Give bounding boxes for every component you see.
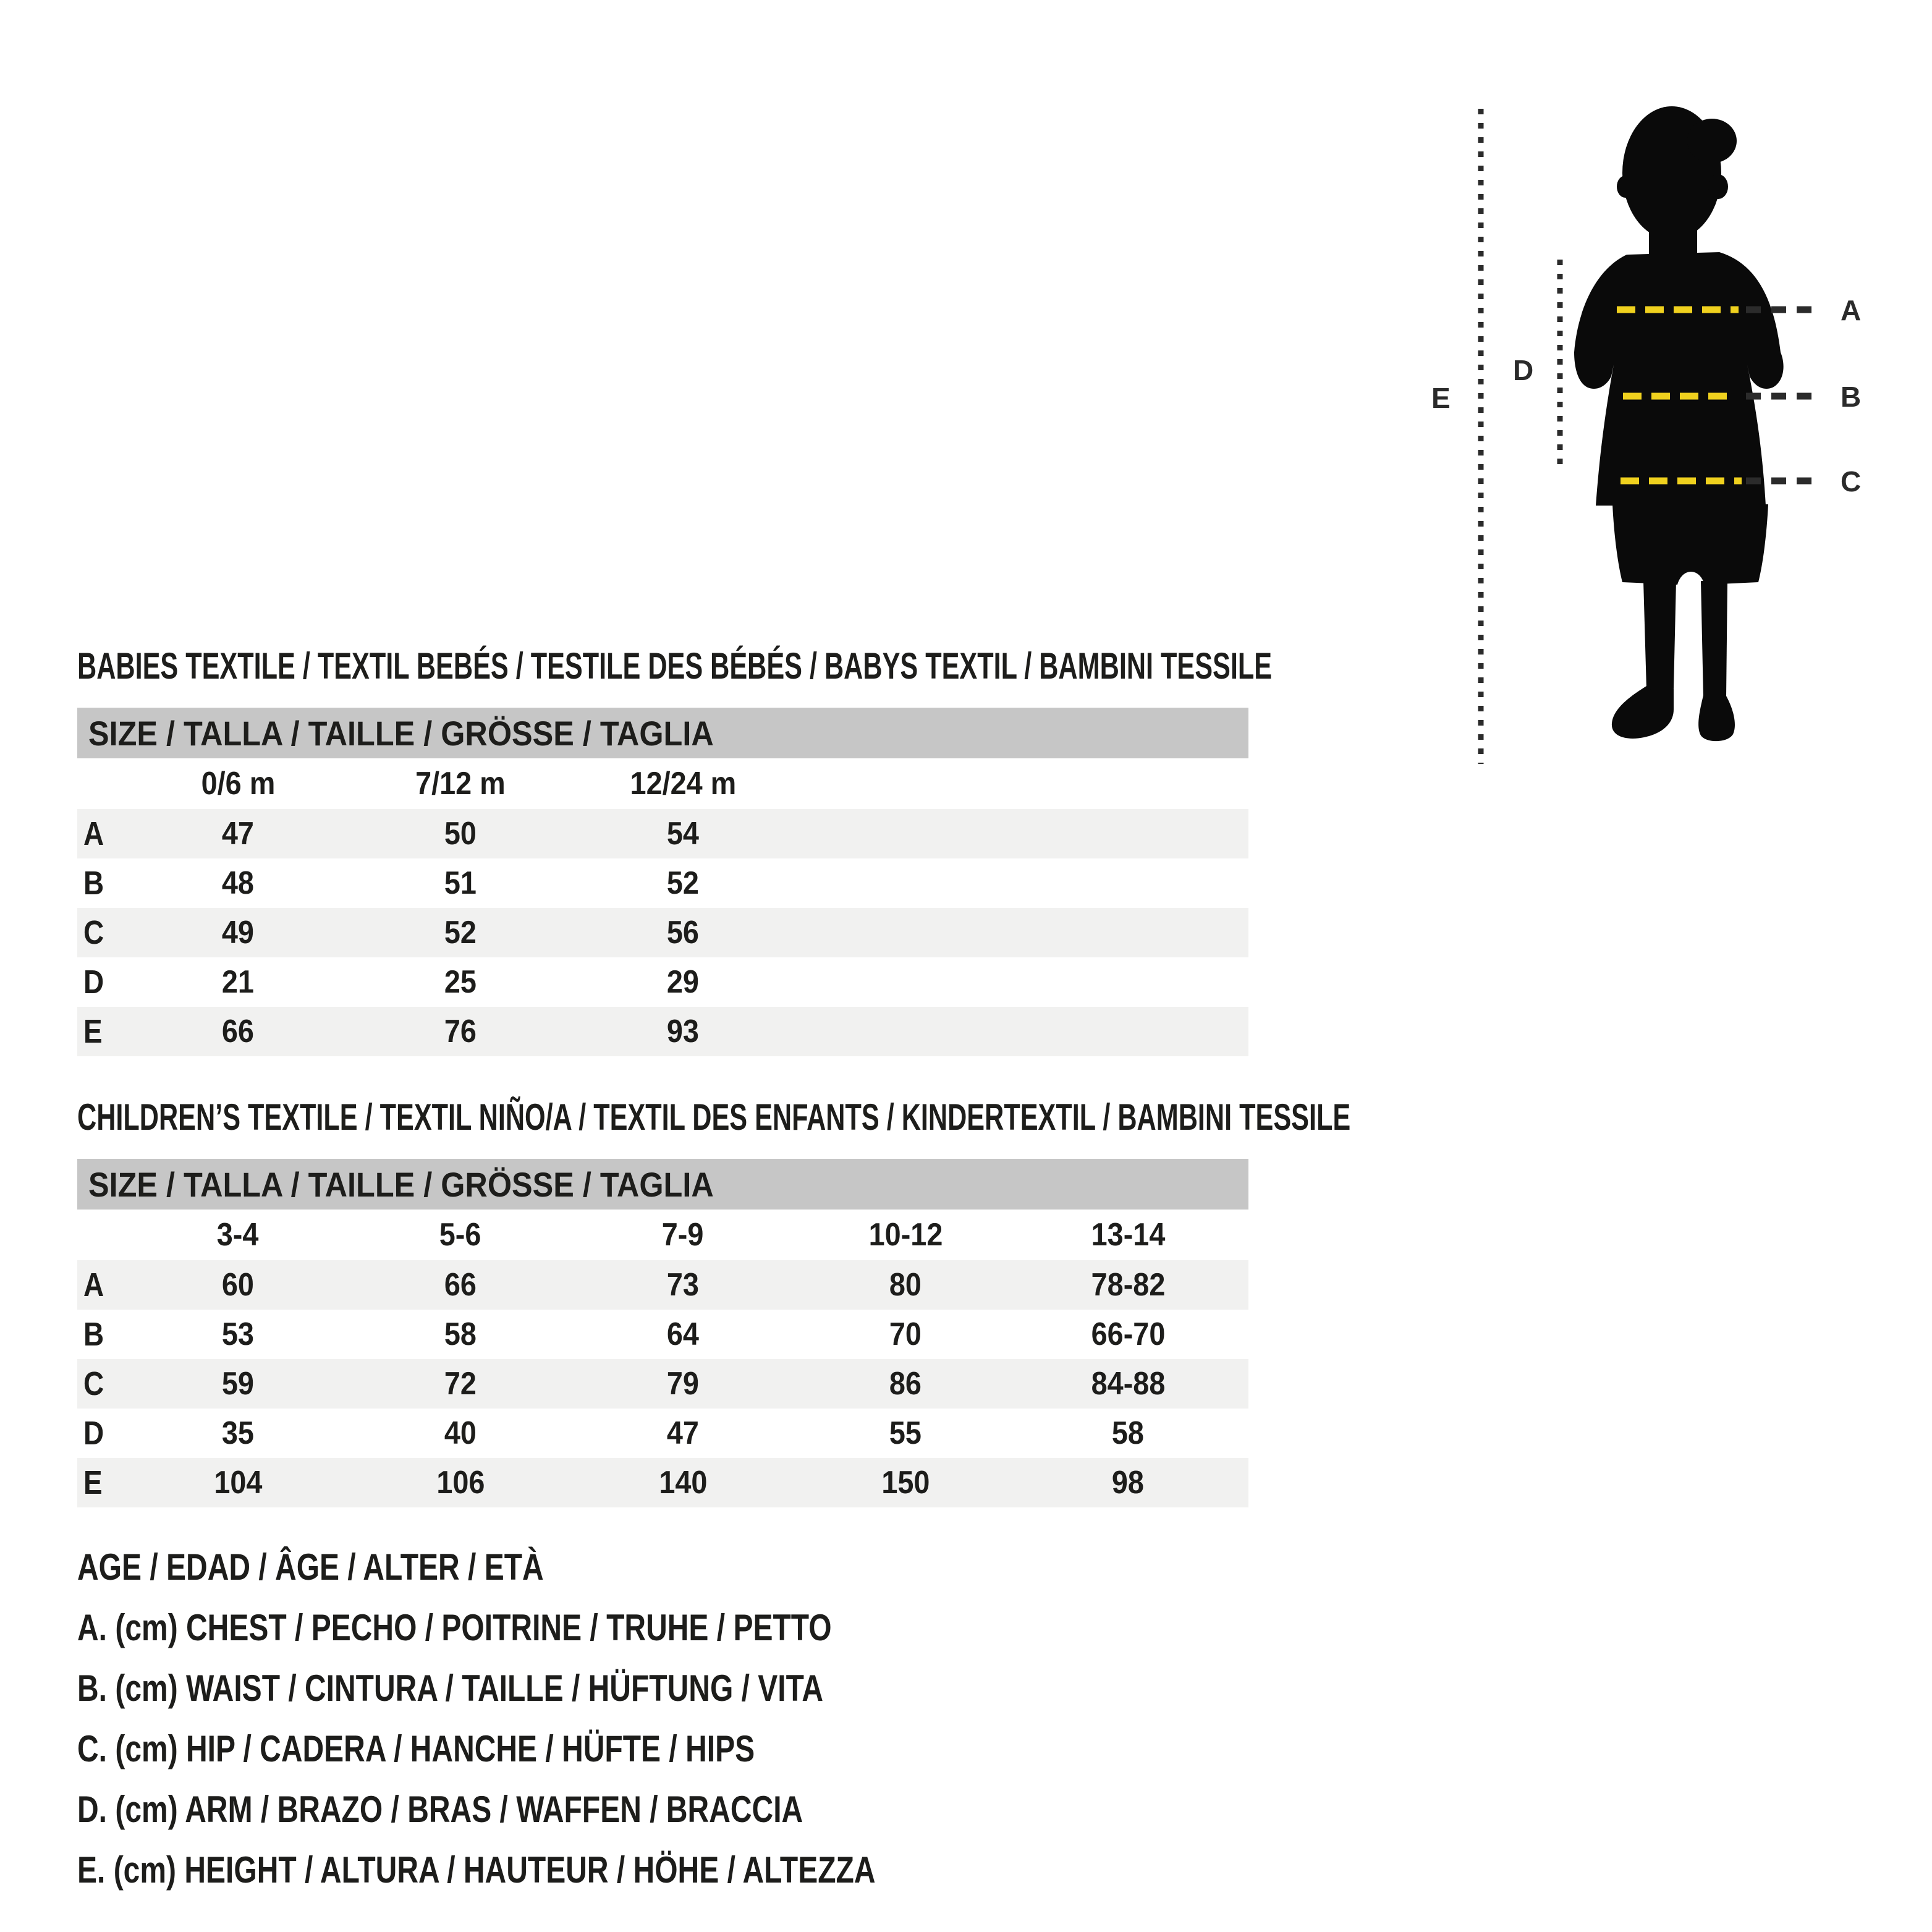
figure-label-d: D bbox=[1513, 354, 1534, 386]
table-cell-text: 66 bbox=[221, 1014, 255, 1049]
table-cell bbox=[127, 865, 349, 902]
row-label bbox=[77, 913, 127, 952]
table-cell-text: 35 bbox=[221, 1415, 255, 1451]
table-cell-text: 48 bbox=[221, 865, 255, 901]
table-cell-text: 52 bbox=[666, 865, 700, 901]
table-cell bbox=[349, 1464, 572, 1501]
children-section-title-text: CHILDREN’S TEXTILE / TEXTIL NIÑO/A / TEXTIL DES ENFANTS / KINDERTEXTIL / BAMBINI TESSILE bbox=[77, 1096, 1351, 1138]
table-cell-text: 76 bbox=[444, 1014, 477, 1049]
row-label-text: C bbox=[83, 914, 104, 951]
row-label bbox=[77, 1012, 127, 1051]
table-cell-text: 50 bbox=[444, 816, 477, 852]
column-header-row bbox=[77, 1210, 1248, 1260]
table-cell-text: 58 bbox=[444, 1316, 477, 1352]
table-row bbox=[77, 1359, 1248, 1409]
table-cell-text: 60 bbox=[221, 1267, 255, 1303]
table-cell bbox=[127, 1415, 349, 1452]
column-header-text: 13-14 bbox=[1091, 1217, 1165, 1253]
table-cell-text: 56 bbox=[666, 915, 700, 951]
table-cell-text: 47 bbox=[221, 816, 255, 852]
table-cell bbox=[127, 1464, 349, 1501]
table-cell-text: 40 bbox=[444, 1415, 477, 1451]
table-cell-text: 66-70 bbox=[1091, 1316, 1165, 1352]
legend-line-text: C. (cm) HIP / CADERA / HANCHE / HÜFTE / HIPS bbox=[77, 1728, 755, 1769]
column-header-row bbox=[77, 758, 1248, 809]
size-header-bar bbox=[77, 1159, 1248, 1210]
table-row bbox=[77, 1310, 1248, 1359]
column-header-text: 5-6 bbox=[439, 1217, 481, 1253]
table-cell-text: 66 bbox=[444, 1267, 477, 1303]
table-cell bbox=[572, 815, 794, 852]
silhouette-ear-left bbox=[1617, 176, 1634, 198]
child-silhouette bbox=[1574, 106, 1784, 741]
size-figure bbox=[1421, 87, 1932, 803]
row-label-text: D bbox=[83, 964, 104, 1001]
table-cell bbox=[127, 815, 349, 852]
row-label bbox=[77, 864, 127, 902]
table-cell-text: 93 bbox=[666, 1014, 700, 1049]
table-cell bbox=[349, 815, 572, 852]
figure-label-b: B bbox=[1841, 381, 1862, 413]
row-label-text: D bbox=[83, 1415, 104, 1452]
table-cell bbox=[1017, 1365, 1239, 1402]
figure-label-c: C bbox=[1841, 465, 1862, 498]
row-label-text: B bbox=[83, 865, 104, 902]
row-label-text: C bbox=[83, 1365, 104, 1402]
table-cell-text: 84-88 bbox=[1091, 1366, 1165, 1402]
row-label-text: A bbox=[83, 1266, 104, 1303]
row-label bbox=[77, 963, 127, 1001]
legend-line bbox=[77, 1840, 1075, 1900]
table-cell-text: 54 bbox=[666, 816, 700, 852]
table-cell-text: 64 bbox=[666, 1316, 700, 1352]
column-header-text: 7-9 bbox=[662, 1217, 704, 1253]
silhouette-shoe-left bbox=[1612, 686, 1674, 739]
table-cell bbox=[349, 1266, 572, 1303]
column-header-cell bbox=[572, 1216, 794, 1253]
silhouette-shirt bbox=[1574, 252, 1784, 506]
figure-label-e: E bbox=[1431, 382, 1451, 414]
table-cell-text: 140 bbox=[658, 1465, 708, 1501]
column-header-cell bbox=[1017, 1216, 1239, 1253]
children-table-body bbox=[77, 1260, 1248, 1507]
row-label-text: B bbox=[83, 1316, 104, 1353]
table-cell bbox=[572, 914, 794, 951]
table-cell-text: 150 bbox=[881, 1465, 930, 1501]
table-cell bbox=[349, 865, 572, 902]
table-cell-text: 53 bbox=[221, 1316, 255, 1352]
table-cell-text: 70 bbox=[889, 1316, 922, 1352]
table-cell-text: 73 bbox=[666, 1267, 700, 1303]
legend-line bbox=[77, 1658, 1075, 1719]
legend-line-text: AGE / EDAD / ÂGE / ALTER / ETÀ bbox=[77, 1546, 544, 1588]
legend-line bbox=[77, 1719, 1075, 1779]
table-cell bbox=[572, 1013, 794, 1050]
legend-line-text: B. (cm) WAIST / CINTURA / TAILLE / HÜFTUNG / VITA bbox=[77, 1667, 824, 1709]
table-cell bbox=[127, 1365, 349, 1402]
column-header-text: 10-12 bbox=[868, 1217, 943, 1253]
column-header-cell bbox=[349, 1216, 572, 1253]
babies-size-table bbox=[77, 708, 1248, 1056]
table-cell-text: 80 bbox=[889, 1267, 922, 1303]
legend-line-text: A. (cm) CHEST / PECHO / POITRINE / TRUHE / PETTO bbox=[77, 1607, 832, 1648]
legend-line-text: D. (cm) ARM / BRAZO / BRAS / WAFFEN / BRACCIA bbox=[77, 1789, 803, 1830]
row-label bbox=[77, 1365, 127, 1403]
row-label bbox=[77, 1315, 127, 1354]
table-cell bbox=[1017, 1464, 1239, 1501]
silhouette-shoe-right bbox=[1698, 695, 1735, 741]
table-cell bbox=[572, 1415, 794, 1452]
babies-table-body bbox=[77, 809, 1248, 1056]
column-header-cell bbox=[572, 765, 794, 802]
table-cell-text: 21 bbox=[221, 964, 255, 1000]
table-cell bbox=[794, 1464, 1017, 1501]
table-cell bbox=[1017, 1316, 1239, 1353]
row-label bbox=[77, 1414, 127, 1452]
table-cell bbox=[572, 865, 794, 902]
legend bbox=[77, 1537, 1075, 1900]
table-cell bbox=[572, 964, 794, 1001]
table-cell bbox=[127, 914, 349, 951]
table-cell-text: 58 bbox=[1111, 1415, 1145, 1451]
legend-line bbox=[77, 1598, 1075, 1658]
table-cell bbox=[349, 914, 572, 951]
table-row bbox=[77, 1260, 1248, 1310]
row-label-text: A bbox=[83, 815, 104, 852]
table-cell bbox=[127, 964, 349, 1001]
table-row bbox=[77, 1409, 1248, 1458]
table-cell-text: 59 bbox=[221, 1366, 255, 1402]
table-cell-text: 72 bbox=[444, 1366, 477, 1402]
silhouette-hair bbox=[1687, 119, 1737, 163]
legend-line bbox=[77, 1779, 1075, 1840]
table-row bbox=[77, 858, 1248, 908]
babies-section-title bbox=[77, 645, 1737, 687]
table-cell bbox=[572, 1316, 794, 1353]
children-size-table bbox=[77, 1159, 1248, 1507]
table-row bbox=[77, 1458, 1248, 1507]
table-cell bbox=[572, 1266, 794, 1303]
column-header-cell bbox=[127, 765, 349, 802]
table-cell-text: 79 bbox=[666, 1366, 700, 1402]
column-header-cell bbox=[794, 1216, 1017, 1253]
column-header-text: 0/6 m bbox=[201, 766, 275, 802]
legend-line-text: E. (cm) HEIGHT / ALTURA / HAUTEUR / HÖHE / ALTEZZA bbox=[77, 1849, 876, 1891]
table-row bbox=[77, 809, 1248, 858]
table-cell bbox=[794, 1415, 1017, 1452]
table-cell-text: 98 bbox=[1111, 1465, 1145, 1501]
row-label bbox=[77, 1266, 127, 1304]
table-cell bbox=[349, 1365, 572, 1402]
row-label-text: E bbox=[83, 1013, 103, 1050]
column-header-text: 3-4 bbox=[217, 1217, 259, 1253]
row-label bbox=[77, 1464, 127, 1502]
table-cell bbox=[1017, 1415, 1239, 1452]
column-header-text: 7/12 m bbox=[415, 766, 506, 802]
column-header-text: 12/24 m bbox=[630, 766, 736, 802]
table-cell bbox=[794, 1365, 1017, 1402]
table-row bbox=[77, 1007, 1248, 1056]
size-figure-svg bbox=[1421, 87, 1932, 803]
size-header-bar bbox=[77, 708, 1248, 758]
table-cell bbox=[572, 1365, 794, 1402]
table-cell-text: 51 bbox=[444, 865, 477, 901]
table-cell-text: 86 bbox=[889, 1366, 922, 1402]
table-cell bbox=[349, 964, 572, 1001]
size-header-text: SIZE / TALLA / TAILLE / GRÖSSE / TAGLIA bbox=[88, 1164, 714, 1204]
table-cell bbox=[349, 1316, 572, 1353]
table-row bbox=[77, 908, 1248, 957]
table-cell bbox=[794, 1266, 1017, 1303]
table-cell bbox=[127, 1266, 349, 1303]
table-cell bbox=[572, 1464, 794, 1501]
table-cell bbox=[1017, 1266, 1239, 1303]
silhouette-ear-right bbox=[1708, 174, 1728, 199]
row-label bbox=[77, 815, 127, 853]
table-cell-text: 55 bbox=[889, 1415, 922, 1451]
table-cell-text: 78-82 bbox=[1091, 1267, 1165, 1303]
row-label-text: E bbox=[83, 1464, 103, 1501]
silhouette-shorts bbox=[1596, 504, 1768, 585]
table-cell-text: 52 bbox=[444, 915, 477, 951]
table-cell-text: 29 bbox=[666, 964, 700, 1000]
size-header-text: SIZE / TALLA / TAILLE / GRÖSSE / TAGLIA bbox=[88, 713, 714, 753]
table-row bbox=[77, 957, 1248, 1007]
table-cell bbox=[349, 1013, 572, 1050]
table-cell bbox=[127, 1316, 349, 1353]
table-cell bbox=[794, 1316, 1017, 1353]
figure-label-a: A bbox=[1841, 294, 1862, 326]
table-cell-text: 25 bbox=[444, 964, 477, 1000]
table-cell-text: 47 bbox=[666, 1415, 700, 1451]
table-cell-text: 49 bbox=[221, 915, 255, 951]
children-section-title bbox=[77, 1096, 1845, 1138]
column-header-cell bbox=[127, 1216, 349, 1253]
table-cell bbox=[127, 1013, 349, 1050]
column-header-cell bbox=[349, 765, 572, 802]
legend-line bbox=[77, 1537, 1075, 1598]
table-cell-text: 104 bbox=[213, 1465, 263, 1501]
babies-section-title-text: BABIES TEXTILE / TEXTIL BEBÉS / TESTILE DES BÉBÉS / BABYS TEXTIL / BAMBINI TESSILE bbox=[77, 645, 1273, 687]
table-cell-text: 106 bbox=[436, 1465, 485, 1501]
table-cell bbox=[349, 1415, 572, 1452]
